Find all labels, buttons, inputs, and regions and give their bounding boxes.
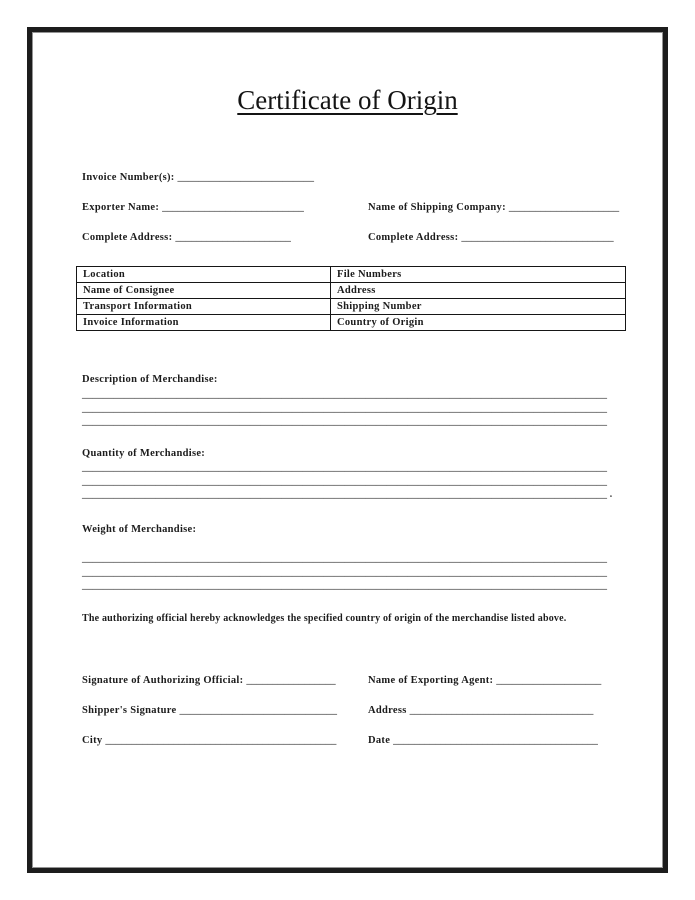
blank-line: ____________________________________________________________________________________________________	[82, 416, 607, 427]
acknowledgment-statement: The authorizing official hereby acknowledges the specified country of origin of the merchandise listed above.	[82, 613, 567, 624]
blank-line: ____________________________________________________________________________________________________	[82, 389, 607, 400]
authorizing-official-signature-field	[82, 675, 336, 686]
agent-address-blank: ___________________________________	[409, 705, 594, 716]
table-row	[77, 299, 626, 315]
date-label: Date	[368, 735, 391, 746]
shipper-address-field	[368, 232, 614, 243]
table-cell-country-of-origin: Country of Origin	[331, 315, 626, 331]
quantity-label: Quantity of Merchandise:	[82, 448, 206, 459]
invoice-number-blank: __________________________	[177, 172, 315, 183]
page-title-text: Certificate of Origin	[237, 85, 458, 115]
blank-line: ____________________________________________________________________________________________________	[82, 580, 607, 591]
blank-line: ____________________________________________________________________________________________________	[82, 402, 607, 414]
shipment-info-table	[76, 266, 626, 331]
exporting-agent-field	[368, 675, 601, 686]
table-row	[77, 267, 626, 283]
shipper-signature-label: Shipper's Signature	[82, 705, 177, 716]
table-row	[77, 283, 626, 299]
table-cell-consignee: Name of Consignee	[77, 283, 331, 299]
table-cell-invoice-info: Invoice Information	[77, 315, 331, 331]
table-cell-address: Address	[331, 283, 626, 299]
shipper-signature-field	[82, 705, 337, 716]
shipper-address-label: Complete Address:	[368, 232, 459, 243]
page-title	[0, 80, 695, 117]
invoice-number-field	[82, 172, 314, 183]
exporter-name-label: Exporter Name:	[82, 202, 160, 213]
shipping-company-label: Name of Shipping Company:	[368, 202, 506, 213]
exporter-name-field	[82, 202, 304, 213]
table-cell-shipping-number: Shipping Number	[331, 299, 626, 315]
weight-label: Weight of Merchandise:	[82, 524, 197, 535]
city-label: City	[82, 735, 103, 746]
shipper-address-blank: _____________________________	[461, 232, 614, 243]
table-cell-transport: Transport Information	[77, 299, 331, 315]
table-cell-location: Location	[77, 267, 331, 283]
city-blank: ____________________________________________	[105, 735, 337, 746]
authorizing-official-label: Signature of Authorizing Official:	[82, 675, 244, 686]
invoice-number-label: Invoice Number(s):	[82, 172, 175, 183]
blank-line: ____________________________________________________________________________________________________ .	[82, 489, 613, 500]
table-row	[77, 315, 626, 331]
exporter-address-field	[82, 232, 291, 243]
exporter-address-blank: ______________________	[175, 232, 291, 243]
exporter-name-blank: ___________________________	[162, 202, 304, 213]
date-field	[368, 735, 598, 746]
shipping-company-blank: _____________________	[508, 202, 620, 213]
quantity-lines	[82, 461, 612, 502]
exporting-agent-blank: ____________________	[496, 675, 602, 686]
weight-lines	[82, 552, 607, 593]
blank-line: ____________________________________________________________________________________________________	[82, 553, 607, 564]
exporter-address-label: Complete Address:	[82, 232, 173, 243]
agent-address-label: Address	[368, 705, 407, 716]
date-blank: _______________________________________	[393, 735, 598, 746]
shipping-company-field	[368, 202, 619, 213]
shipper-signature-blank: ______________________________	[179, 705, 337, 716]
agent-address-field	[368, 705, 593, 716]
blank-line: ____________________________________________________________________________________________________	[82, 475, 607, 487]
description-lines	[82, 388, 607, 429]
description-label: Description of Merchandise:	[82, 374, 218, 385]
blank-line: ____________________________________________________________________________________________________	[82, 566, 607, 578]
exporting-agent-label: Name of Exporting Agent:	[368, 675, 494, 686]
blank-line: ____________________________________________________________________________________________________	[82, 462, 607, 473]
authorizing-official-blank: _________________	[246, 675, 336, 686]
table-cell-file-numbers: File Numbers	[331, 267, 626, 283]
city-field	[82, 735, 336, 746]
